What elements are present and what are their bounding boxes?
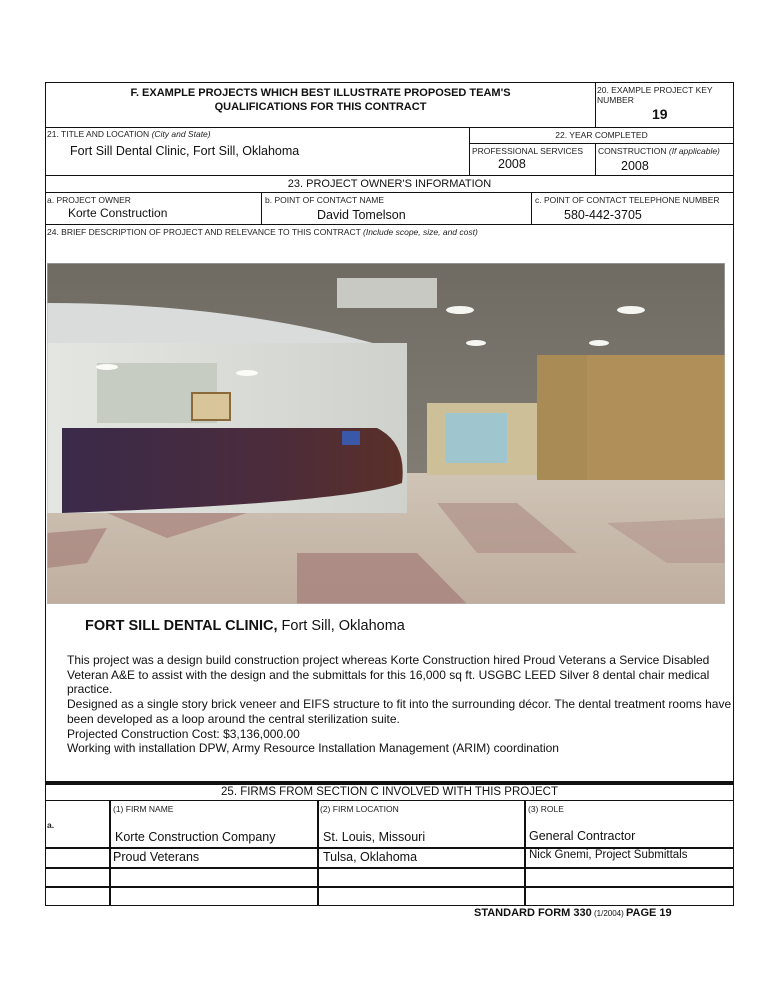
- project-key-box: [596, 83, 733, 128]
- row-divider: [46, 867, 733, 869]
- construction-note: (If applicable): [668, 146, 720, 156]
- project-key-label: 20. EXAMPLE PROJECT KEY NUMBER: [597, 85, 713, 105]
- contact-name-label: b. POINT OF CONTACT NAME: [265, 195, 385, 205]
- firms-table-frame: [45, 784, 734, 906]
- construction-value: 2008: [621, 159, 649, 173]
- contact-phone-label: c. POINT OF CONTACT TELEPHONE NUMBER: [535, 195, 720, 205]
- year-completed-header: 22. YEAR COMPLETED: [470, 128, 733, 144]
- professional-services-value: 2008: [498, 157, 526, 171]
- firm-row-1-role: General Contractor: [529, 829, 636, 843]
- contact-name-value: David Tomelson: [317, 208, 406, 222]
- description-paragraph: Projected Construction Cost: $3,136,000.00: [67, 726, 300, 741]
- title-location-value: Fort Sill Dental Clinic, Fort Sill, Oklahoma: [70, 144, 300, 158]
- page-number: PAGE 19: [626, 907, 672, 919]
- project-heading-bold: FORT SILL DENTAL CLINIC,: [85, 618, 278, 634]
- owner-info-header: 23. PROJECT OWNER'S INFORMATION: [46, 176, 733, 193]
- project-owner-value: Korte Construction: [68, 206, 168, 220]
- professional-services-cell: [470, 144, 596, 176]
- contact-phone-value: 580-442-3705: [564, 208, 642, 222]
- col-divider: [109, 801, 111, 906]
- firm-row-1-name: Korte Construction Company: [115, 830, 276, 844]
- project-heading: [85, 618, 405, 634]
- construction-label: CONSTRUCTION: [598, 146, 667, 156]
- form-version: (1/2004): [591, 909, 627, 918]
- contact-phone-cell: [532, 193, 733, 225]
- description-label-row: [46, 227, 733, 237]
- firm-location-header: (2) FIRM LOCATION: [320, 804, 399, 814]
- firm-row-2-location: Tulsa, Oklahoma: [323, 850, 418, 864]
- description-paragraph: Designed as a single story brick veneer and EIFS structure to fit into the surrounding décor. The dental treatment rooms have been developed as a loop around the central sterilization suite.: [67, 697, 732, 726]
- firm-row-2-role: Nick Gnemi, Project Submittals: [529, 849, 688, 861]
- form-number: STANDARD FORM 330: [474, 907, 592, 919]
- project-key-value: 19: [652, 106, 668, 122]
- firms-header: 25. FIRMS FROM SECTION C INVOLVED WITH THIS PROJECT: [46, 785, 733, 801]
- firm-role-header: (3) ROLE: [528, 804, 564, 814]
- title-location-note: (City and State): [151, 129, 211, 139]
- description-paragraph: Working with installation DPW, Army Resource Installation Management (ARIM) coordination: [67, 741, 559, 756]
- col-divider: [524, 801, 526, 906]
- row-a-marker: a.: [47, 820, 55, 830]
- title-location-label: 21. TITLE AND LOCATION: [47, 129, 150, 139]
- section-f-header: [46, 83, 596, 128]
- firm-row-2-name: Proud Veterans: [113, 850, 200, 864]
- form-footer: [474, 907, 672, 919]
- title-location-cell: [46, 128, 470, 176]
- lobby-interior-image: [47, 263, 725, 604]
- project-owner-cell: [46, 193, 262, 225]
- project-owner-label: a. PROJECT OWNER: [47, 195, 131, 205]
- section-f-title-1: F. EXAMPLE PROJECTS WHICH BEST ILLUSTRATE PROPOSED TEAM'S: [130, 87, 511, 99]
- row-divider: [46, 886, 733, 888]
- firm-name-header: (1) FIRM NAME: [113, 804, 174, 814]
- section-f-title-2: QUALIFICATIONS FOR THIS CONTRACT: [214, 101, 427, 113]
- contact-name-cell: [262, 193, 532, 225]
- description-body: [67, 653, 742, 756]
- professional-services-label: PROFESSIONAL SERVICES: [472, 146, 584, 156]
- project-heading-location: Fort Sill, Oklahoma: [277, 618, 405, 634]
- description-paragraph: This project was a design build construction project whereas Korte Construction hired Proud Veterans a Service Disabled Veteran A&E to assist with the design and the submittals for this 16,000 sq ft. USGBC LEED Silver 8 dental chair medical practice.: [67, 653, 710, 697]
- description-label: 24. BRIEF DESCRIPTION OF PROJECT AND RELEVANCE TO THIS CONTRACT: [47, 227, 361, 237]
- firm-row-1-location: St. Louis, Missouri: [323, 830, 426, 844]
- col-divider: [317, 801, 319, 906]
- construction-cell: [596, 144, 733, 176]
- project-photo: [47, 263, 725, 604]
- description-note: (Include scope, size, and cost): [363, 227, 478, 237]
